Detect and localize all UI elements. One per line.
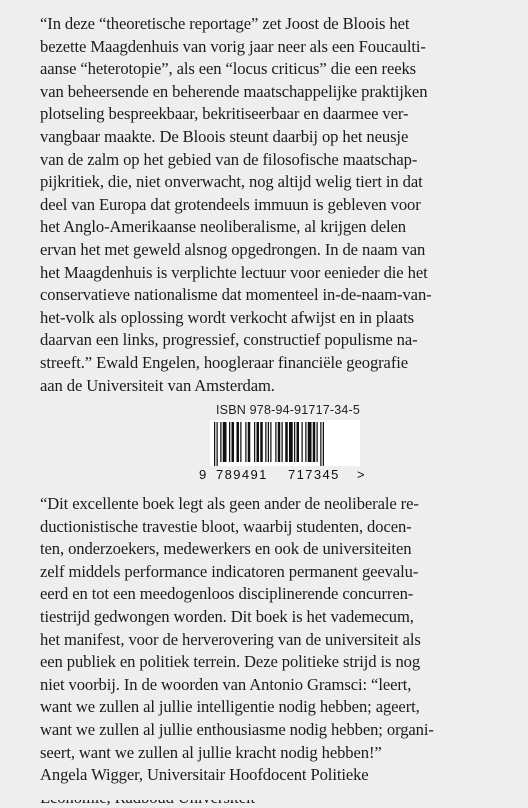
blurb-line: het manifest, voor de herverovering van de universiteit als <box>40 629 421 649</box>
blurb-line: een publiek en politiek terrein. Deze politieke strijd is nog <box>40 652 421 672</box>
barcode-bar <box>214 422 215 466</box>
barcode-bar <box>257 422 260 462</box>
barcode-bar <box>248 422 251 462</box>
barcode-bar <box>278 422 281 462</box>
blurb-line: het-volk als oplossing wordt verkocht afwijst en in plaats <box>40 307 414 327</box>
barcode-bar <box>297 422 300 462</box>
barcode-bar <box>302 422 303 462</box>
barcode-bar <box>282 422 283 462</box>
barcode-bar <box>320 422 321 466</box>
blurb-line: tiestrijd gedwongen worden. Dit boek is het vademecum, <box>40 607 414 626</box>
blurb-line: ductionistische travestie bloot, waarbij studenten, docen- <box>40 516 412 536</box>
barcode-bar <box>317 422 318 462</box>
barcode-bar <box>313 422 316 462</box>
blurb-line: eerd en tot een meedogenloos disciplinerende concurren- <box>40 584 414 604</box>
blurb-line: aanse “heterotopie”, als een “locus criticus” die een reeks <box>40 59 417 79</box>
barcode-bar <box>240 422 241 462</box>
barcode-bar <box>260 422 263 462</box>
barcode-digits-right: 717345 <box>288 467 340 482</box>
blurb-line: want we zullen al jullie intelligentie nodig hebben; ageert, <box>40 697 420 717</box>
barcode-bar <box>268 422 269 462</box>
barcode-bar <box>323 422 324 466</box>
barcode-bar <box>223 422 227 462</box>
isbn-barcode <box>210 420 360 466</box>
blurb-line: vangbaar maakte. De Bloois steunt daarbij op het neusje <box>40 127 409 146</box>
barcode-digit-first: 9 <box>199 467 207 482</box>
barcode-bars <box>210 420 360 466</box>
blurb-line: aan de Universiteit van Amsterdam. <box>40 375 275 395</box>
blurb-line: daarvan een links, progressief, constructief populisme na- <box>40 330 418 350</box>
blurb-line: het Maagdenhuis is verplichte lectuur voor eenieder die het <box>40 262 428 282</box>
blurb-line: van de zalm op het gebied van de filosofische maatschap- <box>40 149 418 169</box>
blurb-line: van beheersende en beherende maatschappelijke praktijken <box>40 81 428 101</box>
isbn-label: ISBN 978-94-91717-34-5 <box>216 403 361 417</box>
blurb-line: ten, onderzoekers, medewerkers en ook de universiteiten <box>40 539 412 559</box>
barcode-bar <box>232 422 235 462</box>
blurb-line: niet voorbij. In de woorden van Antonio Gramsci: “leert, <box>40 674 412 694</box>
barcode-bar <box>275 422 276 462</box>
blurb-line: streeft.” Ewald Engelen, hoogleraar financiële geografie <box>40 353 409 372</box>
barcode-bar <box>294 422 295 462</box>
barcode-bar <box>217 422 218 466</box>
blurb-line: Angela Wigger, Universitair Hoofdocent Politieke <box>40 765 369 785</box>
barcode-bar <box>237 422 240 462</box>
blurb-line: “In deze “theoretische reportage” zet Joost de Bloois het <box>40 14 410 33</box>
barcode-bar <box>254 422 255 462</box>
blurb-line: zelf middels performance indicatoren permanent geevalu- <box>40 561 419 581</box>
blurb-line: plotseling bespreekbaar, bekritiseerbaar en daarmee ver- <box>40 104 409 124</box>
barcode-bar <box>308 422 312 462</box>
blurb-line: bezette Maagdenhuis van vorig jaar neer als een Foucaulti- <box>40 36 426 56</box>
blurb-line: deel van Europa dat grotendeels immuun is gebleven voor <box>40 194 421 214</box>
barcode-digits-left: 789491 <box>216 467 268 482</box>
barcode-bar <box>289 422 293 462</box>
barcode-bar <box>229 422 230 462</box>
barcode-bar <box>270 422 271 462</box>
page-edge <box>0 790 528 800</box>
barcode-bar <box>285 422 288 462</box>
blurb-line: ervan het met geweld alsnog opgedrongen. In de naam van <box>40 240 426 259</box>
barcode-bar <box>220 422 221 462</box>
blurb-line: “Dit excellente boek legt als geen ander de neoliberale re- <box>40 494 419 513</box>
blurb-line: pijkritiek, die, niet onverwacht, nog altijd welig tiert in dat <box>40 172 423 192</box>
barcode-bar <box>305 422 306 462</box>
blurb-line: want we zullen al jullie enthousiasme nodig hebben; organi- <box>40 720 434 739</box>
blurb-line: seert, want we zullen al jullie kracht nodig hebben!” <box>40 742 382 762</box>
barcode-bar <box>265 422 266 462</box>
blurb-line: conservatieve nationalisme dat momenteel in-de-naam-van- <box>40 285 432 305</box>
blurb-line: het Anglo-Amerikaanse neoliberalisme, al krijgen delen <box>40 217 406 237</box>
barcode-bar <box>245 422 246 462</box>
barcode-quiet-zone-marker: > <box>357 467 365 482</box>
